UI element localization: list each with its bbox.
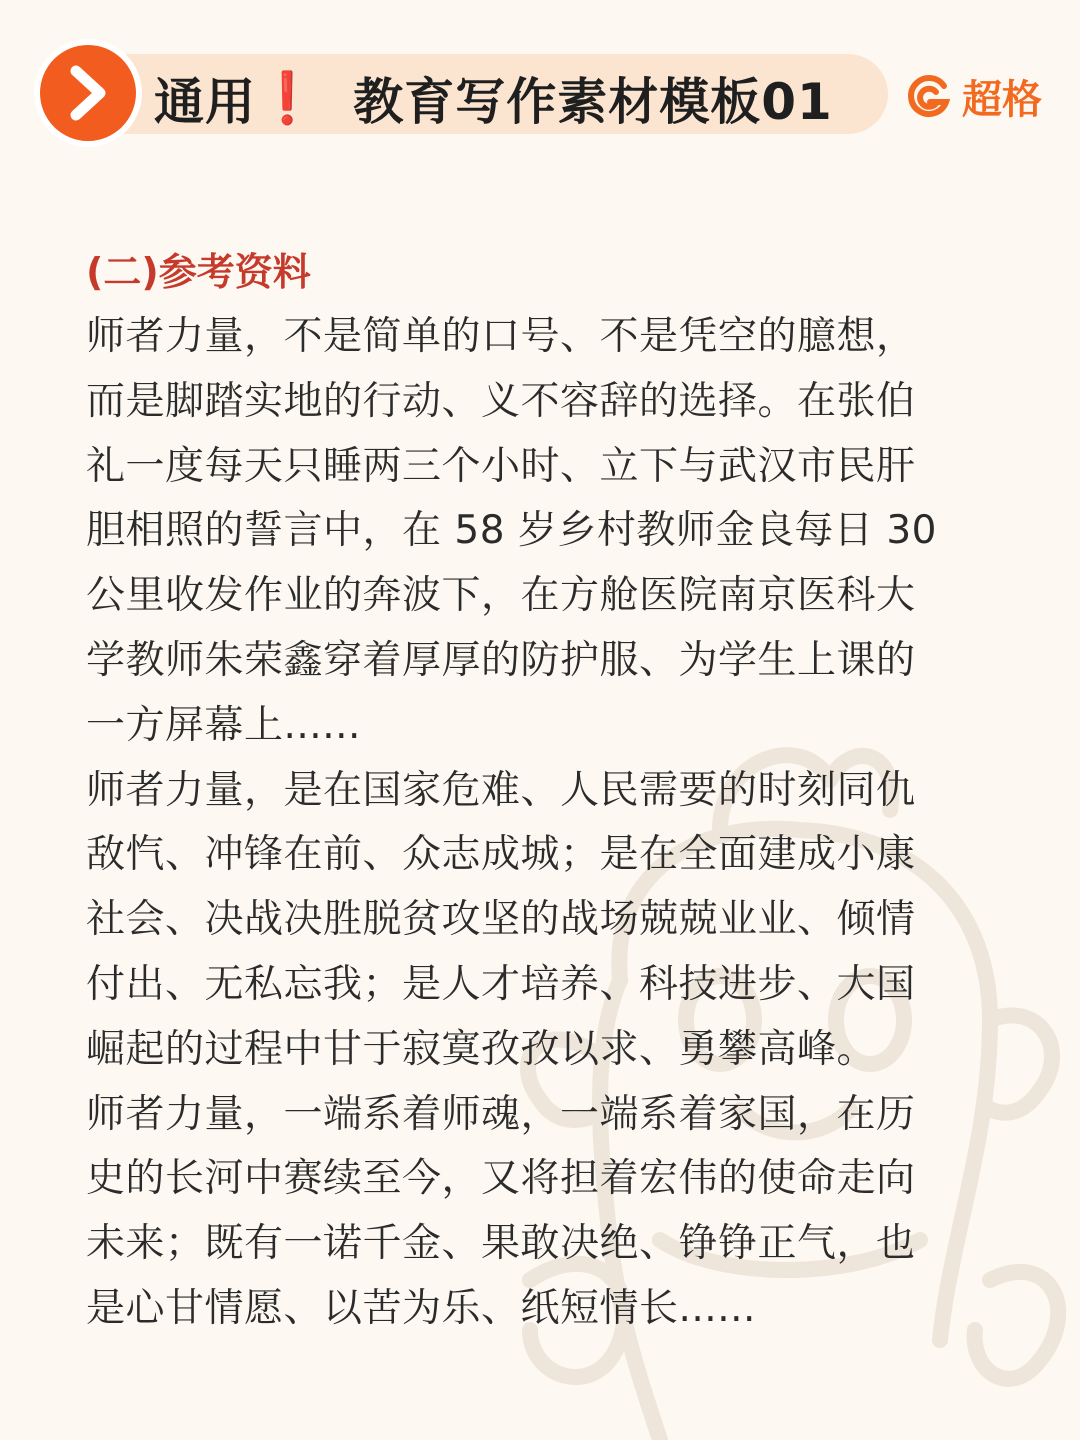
text-line: 未来；既有一诺千金、果敢决绝、铮铮正气，也	[86, 1221, 916, 1267]
text-line: 师者力量，是在国家危难、人民需要的时刻同仇	[86, 767, 916, 813]
section-title: (二)参考资料	[86, 250, 311, 294]
text-line: 师者力量，一端系着师魂，一端系着家国，在历	[86, 1091, 916, 1137]
text-line: 礼一度每天只睡两三个小时、立下与武汉市民肝	[86, 443, 916, 489]
text-line: 学教师朱荣鑫穿着厚厚的防护服、为学生上课的	[86, 637, 916, 683]
title-main: 教育写作素材模板01	[353, 73, 833, 131]
header-title	[154, 62, 833, 134]
brand-logo	[904, 68, 1042, 124]
paragraph-3	[86, 1083, 966, 1342]
article-body	[86, 305, 966, 1342]
text-line: 付出、无私忘我；是人才培养、科技进步、大国	[86, 961, 916, 1007]
text-line: 是心甘情愿、以苦为乐、纸短情长......	[86, 1285, 756, 1331]
brand-name: 超格	[962, 76, 1042, 123]
text-line: 公里收发作业的奔波下，在方舱医院南京医科大	[86, 573, 916, 619]
text-line: 而是脚踏实地的行动、义不容辞的选择。在张伯	[86, 378, 916, 424]
exclamation-icon: ❗	[256, 68, 320, 127]
g-logo-icon	[904, 72, 952, 120]
chevron-right-icon	[40, 45, 136, 141]
text-line: 敌忾、冲锋在前、众志成城；是在全面建成小康	[86, 832, 916, 878]
text-line: 一方屏幕上......	[86, 702, 361, 748]
text-line: 史的长河中赛续至今，又将担着宏伟的使命走向	[86, 1156, 916, 1202]
paragraph-1	[86, 305, 966, 759]
text-line: 师者力量，不是简单的口号、不是凭空的臆想，	[86, 314, 916, 359]
text-line: 崛起的过程中甘于寂寞孜孜以求、勇攀高峰。	[86, 1026, 877, 1072]
paragraph-2	[86, 759, 966, 1083]
title-prefix: 通用	[154, 73, 256, 131]
text-line: 社会、决战决胜脱贫攻坚的战场兢兢业业、倾情	[86, 897, 916, 943]
text-line: 胆相照的誓言中，在 58 岁乡村教师金良每日 30	[86, 508, 937, 554]
